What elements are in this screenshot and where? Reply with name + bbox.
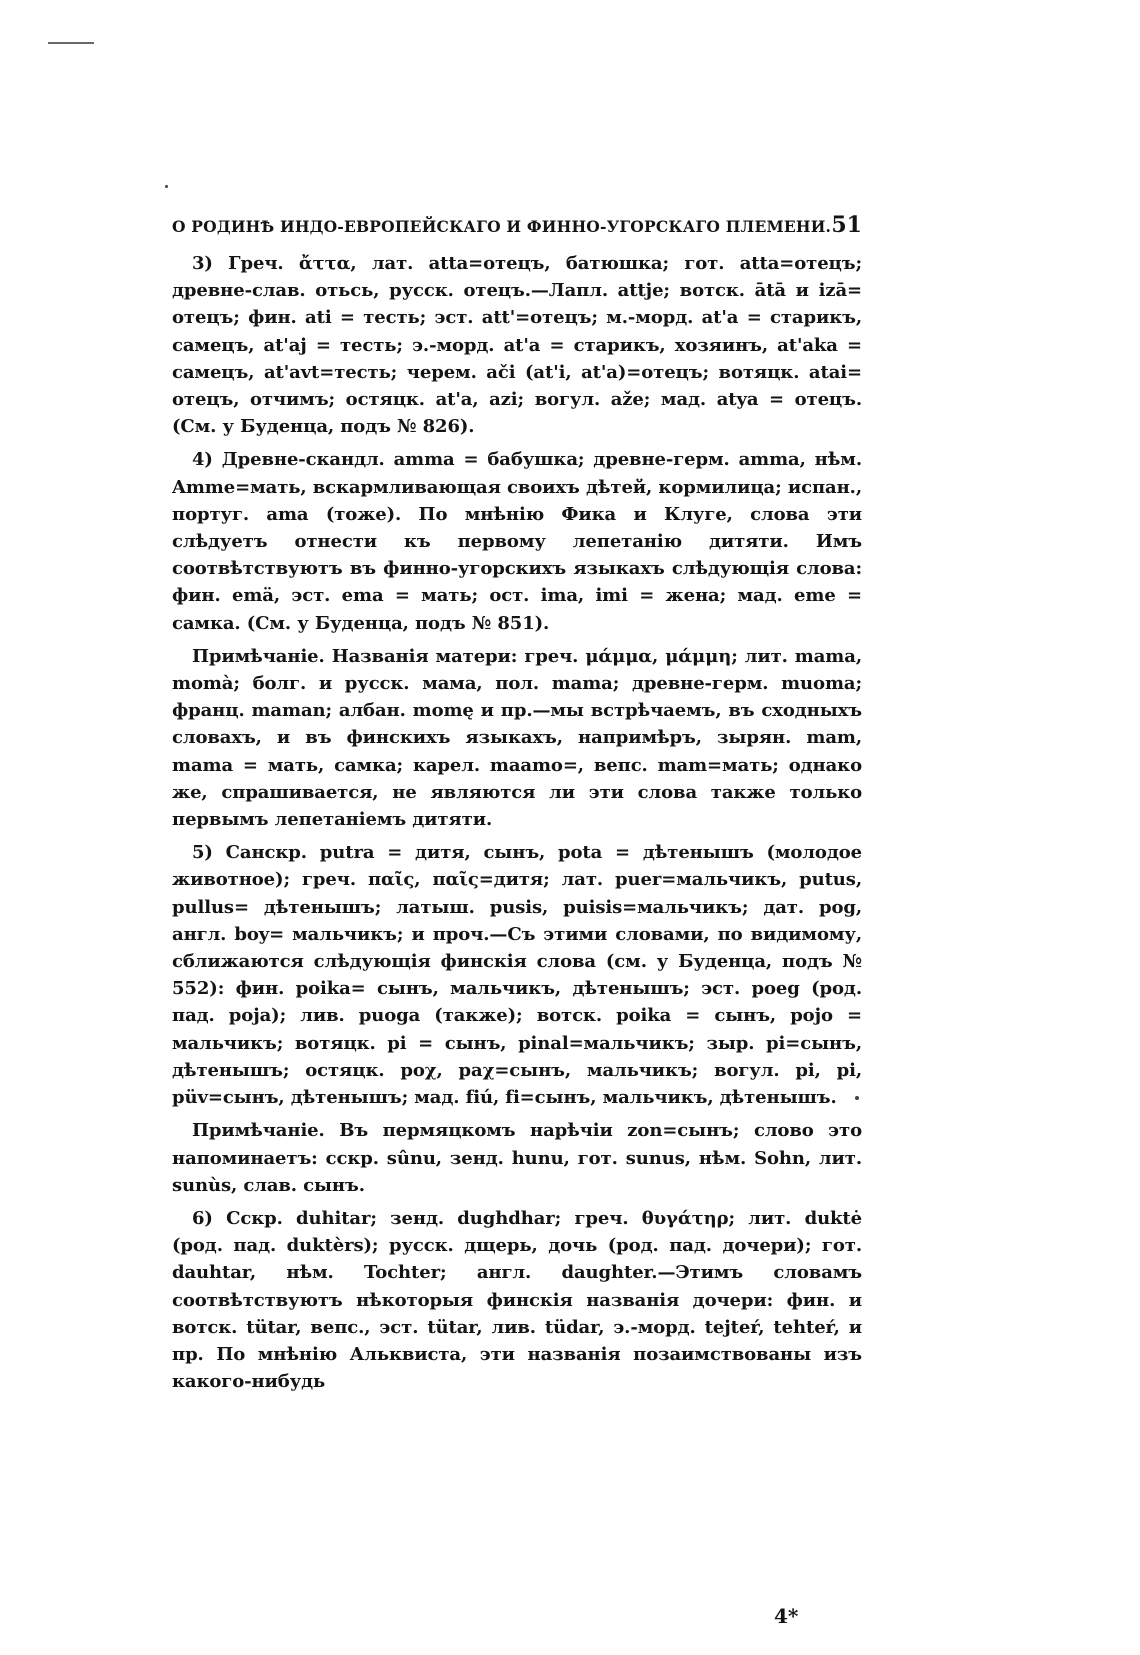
paragraph-4: 4) Древне-скандл. amma = бабушка; древне-герм. amma, нѣм. Amme=мать, вскармливающая своихъ дѣтей, кормилица; испан., португ. ama (тоже). По мнѣнію Фика и Клуге, слова эти слѣдуетъ отнести къ первому лепетанію дитяти. Имъ соотвѣтствуютъ въ финно-угорскихъ языкахъ слѣдующія слова: фин. emä, эст. ema = мать; ост. ima, imi = жена; мад. eme = самка. (См. у Буденца, подъ № 851). bbox=[172, 449, 862, 634]
running-header bbox=[172, 212, 862, 242]
note-permian-son: Примѣчаніе. Въ пермяцкомъ нарѣчіи zon=сынъ; слово это напоминаетъ: сскр. sûnu, зенд. hunu, гот. sunus, нѣм. Sohn, лит. sunùs, слав. сынъ. bbox=[172, 1120, 862, 1196]
paragraph-5: 5) Санскр. putra = дитя, сынъ, pota = дѣтенышъ (молодое животное); греч. παῖς, παῖς=дитя; лат. puer=мальчикъ, putus, pullus= дѣтенышъ; латыш. pusis, puisis=мальчикъ; дат. pog, англ. boy= мальчикъ; и проч.—Съ этими словами, по видимому, сближаются слѣдующія финскія слова (см. у Буденца, подъ № 552): фин. poika= сынъ, мальчикъ, дѣтенышъ; эст. poeg (род. пад. poja); лив. puoga (также); вотск. poika = сынъ, pojo = мальчикъ; вотяцк. pi = сынъ, pinal=мальчикъ; зыр. pi=сынъ, дѣтенышъ; остяцк. poχ, paχ=сынъ, мальчикъ; вогул. pi, pi, püv=сынъ, дѣтенышъ; мад. fiú, fi=сынъ, мальчикъ, дѣтенышъ. bbox=[172, 842, 862, 1109]
paragraph-6: 6) Сскр. duhitar; зенд. dughdhar; греч. θυγάτηρ; лит. duktė (род. пад. duktèrs); русск. дщерь, дочь (род. пад. дочери); гот. dauhtar, нѣм. Tochter; англ. daughter.—Этимъ словамъ соотвѣтствуютъ нѣкоторыя финскія названія дочери: фин. и вотск. tütar, вепс., эст. tütar, лив. tüdar, э.-морд. tejteŕ, tehteŕ, и пр. По мнѣнію Альквиста, эти названія позаимствованы изъ какого-нибудь bbox=[172, 1207, 862, 1393]
scan-edge-mark bbox=[48, 42, 94, 44]
page-number: 51 bbox=[831, 212, 862, 238]
running-title: О РОДИНѢ ИНДО-ЕВРОПЕЙСКАГО И ФИННО-УГОРСКАГО ПЛЕМЕНИ. bbox=[172, 217, 832, 236]
page-column bbox=[172, 212, 862, 1401]
signature-mark: 4* bbox=[774, 1604, 799, 1628]
scan-speck bbox=[165, 185, 168, 188]
paragraph-3: 3) Греч. ἄττα, лат. atta=отецъ, батюшка; гот. atta=отецъ; древне-слав. отьсь, русск. отецъ.—Лапл. attje; вотск. ātā и izā= отецъ; фин. ati = тесть; эст. att'=отецъ; м.-морд. at'a = старикъ, самецъ, at'aj = тесть; э.-морд. at'a = старикъ, хозяинъ, at'aka = самецъ, at'avt=тесть; черем. ači (at'i, at'a)=отецъ; вотяцк. atai= отецъ, отчимъ; остяцк. at'a, azi; вогул. aže; мад. atya = отецъ. (См. у Буденца, подъ № 826). bbox=[172, 253, 862, 438]
note-mother-names: Примѣчаніе. Названія матери: греч. μάμμα, μάμμη; лит. mama, momà; болг. и русск. мама, пол. mama; древне-герм. muoma; франц. maman; албан. momę и пр.—мы встрѣчаемъ, въ сходныхъ словахъ, и въ финскихъ языкахъ, напримѣръ, зырян. mam, mama = мать, самка; карел. maamo=, вепс. mam=мать; однако же, спрашивается, не являются ли эти слова также только первымъ лепетаніемъ дитяти. bbox=[172, 645, 862, 831]
